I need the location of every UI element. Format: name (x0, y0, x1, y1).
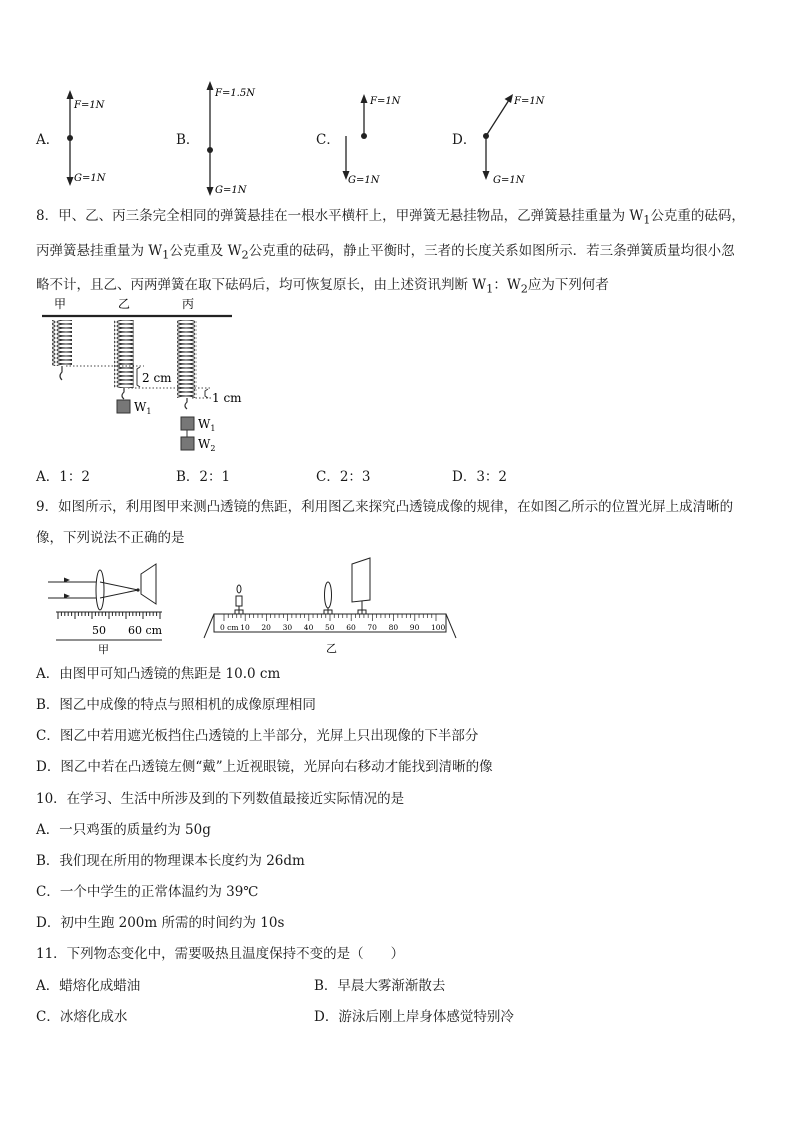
q7-b-force-bottom: G=1N (215, 185, 247, 196)
q7-option-a-label: A． (36, 132, 60, 148)
q7-diagram-a (58, 80, 128, 190)
q11-option-d: D．游泳后刚上岸身体感觉特别冷 (314, 1009, 514, 1025)
bench-tick-label: 80 (388, 623, 399, 632)
weight-w2-bing (181, 437, 194, 450)
caption-yi: 乙 (326, 642, 337, 655)
weight-w1-bing (181, 417, 194, 430)
q8-line-3: 略不计，且乙、丙两弹簧在取下砝码后，均可恢复原长，由上述资讯判断 $W_1$：$W_2$应为下列何者 (36, 277, 609, 297)
q10-option-b: B．我们现在所用的物理课本长度约为 26dm (36, 853, 305, 869)
q8-option-c: C．2：3 (316, 469, 371, 485)
q8-option-b: B．2：1 (176, 469, 231, 485)
screen-yi (352, 558, 370, 602)
lens-yi (325, 582, 332, 608)
q7-diagram-c (336, 86, 416, 190)
q7-diagram-b (198, 76, 278, 200)
candle-flame (237, 585, 241, 593)
bench-tick-label: 0 cm (220, 623, 239, 632)
q7-d-force-bottom: G=1N (493, 175, 525, 186)
q7-option-b-label: B． (176, 132, 200, 148)
gap-2cm: 2 cm (142, 371, 172, 385)
convex-lens (96, 570, 104, 610)
label-jia: 甲 (54, 297, 67, 311)
bench-tick-label: 20 (261, 623, 271, 632)
spring-bing (177, 320, 197, 398)
q7-a-force-top: F=1N (74, 100, 105, 111)
q11-option-c: C．冰熔化成水 (36, 1009, 128, 1025)
q10-option-d: D．初中生跑 200m 所需的时间约为 10s (36, 915, 285, 931)
q8-option-d: D．3：2 (452, 469, 508, 485)
bench-tick-label: 40 (303, 623, 314, 632)
tick-50: 50 (92, 624, 106, 637)
q11-option-a: A．蜡熔化成蜡油 (36, 978, 141, 994)
bench-tick-label: 90 (409, 623, 420, 632)
spring-jia (52, 320, 72, 366)
bench-tick-label: 70 (367, 623, 377, 632)
q9-figure-jia (44, 560, 170, 656)
svg-text:W1: $W_1$ (198, 417, 216, 433)
bench-tick-label: 30 (282, 623, 293, 632)
q7-option-c-label: C． (316, 132, 340, 148)
q8-line-1: 8．甲、乙、丙三条完全相同的弹簧悬挂在一根水平横杆上，甲弹簧无悬挂物品，乙弹簧悬挂重量为 $W_1$公克重的砝码， (36, 208, 745, 227)
label-yi: 乙 (118, 297, 131, 311)
q8-stem (36, 201, 762, 305)
q7-c-force-bottom: G=1N (348, 175, 380, 186)
q8-option-a: A．1：2 (36, 469, 90, 485)
q9-option-b: B．图乙中成像的特点与照相机的成像原理相同 (36, 697, 316, 713)
q9-line-1: 9．如图所示，利用图甲来测凸透镜的焦距，利用图乙来探究凸透镜成像的规律，在如图乙所示的位置光屏上成清晰的 (36, 499, 734, 515)
q9-stem (36, 492, 762, 554)
spring-yi (114, 320, 134, 388)
q9-option-a: A．由图甲可知凸透镜的焦距是 10.0 cm (36, 666, 281, 682)
q9-figure-yi (200, 556, 466, 658)
screen (141, 564, 156, 604)
q7-option-d-label: D． (452, 132, 477, 148)
q11-option-b: B．早晨大雾渐渐散去 (314, 978, 446, 994)
q9-option-d: D．图乙中若在凸透镜左侧“戴”上近视眼镜，光屏向右移动才能找到清晰的像 (36, 759, 493, 775)
q10-option-c: C．一个中学生的正常体温约为 39℃ (36, 884, 259, 900)
weight-w1-yi (117, 400, 130, 413)
q7-d-force-top: F=1N (514, 96, 545, 107)
gap-1cm: 1 cm (212, 391, 242, 405)
q8-spring-figure (36, 296, 276, 458)
q9-option-c: C．图乙中若用遮光板挡住凸透镜的上半部分，光屏上只出现像的下半部分 (36, 728, 479, 744)
q7-a-force-bottom: G=1N (74, 173, 106, 184)
svg-text:W1: $W_1$ (134, 400, 152, 416)
bench-tick-label: 50 (325, 623, 335, 632)
q10-option-a: A．一只鸡蛋的质量约为 50g (36, 822, 211, 838)
label-bing: 丙 (182, 297, 195, 311)
q11-stem: 11．下列物态变化中，需要吸热且温度保持不变的是（ ） (36, 946, 405, 962)
q7-c-force-top: F=1N (370, 96, 401, 107)
candle (236, 596, 242, 606)
bench-tick-label: 60 (346, 623, 356, 632)
caption-jia: 甲 (98, 643, 109, 656)
q7-b-force-top: F=1.5N (215, 88, 255, 99)
q8-line-2: 丙弹簧悬挂重量为 $W_1$公克重及 $W_2$公克重的砝码，静止平衡时，三者的长度关系如图所示．若三条弹簧质量均很小忽 (36, 242, 735, 262)
q9-line-2: 像，下列说法不正确的是 (36, 530, 185, 546)
bench-tick-label: 10 (240, 623, 250, 632)
svg-text:W2: $W_2$ (198, 437, 216, 453)
q10-stem: 10．在学习、生活中所涉及到的下列数值最接近实际情况的是 (36, 791, 405, 807)
tick-60: 60 cm (128, 624, 163, 637)
bench-tick-label: 100 (431, 623, 446, 632)
q7-diagram-d (476, 86, 566, 190)
